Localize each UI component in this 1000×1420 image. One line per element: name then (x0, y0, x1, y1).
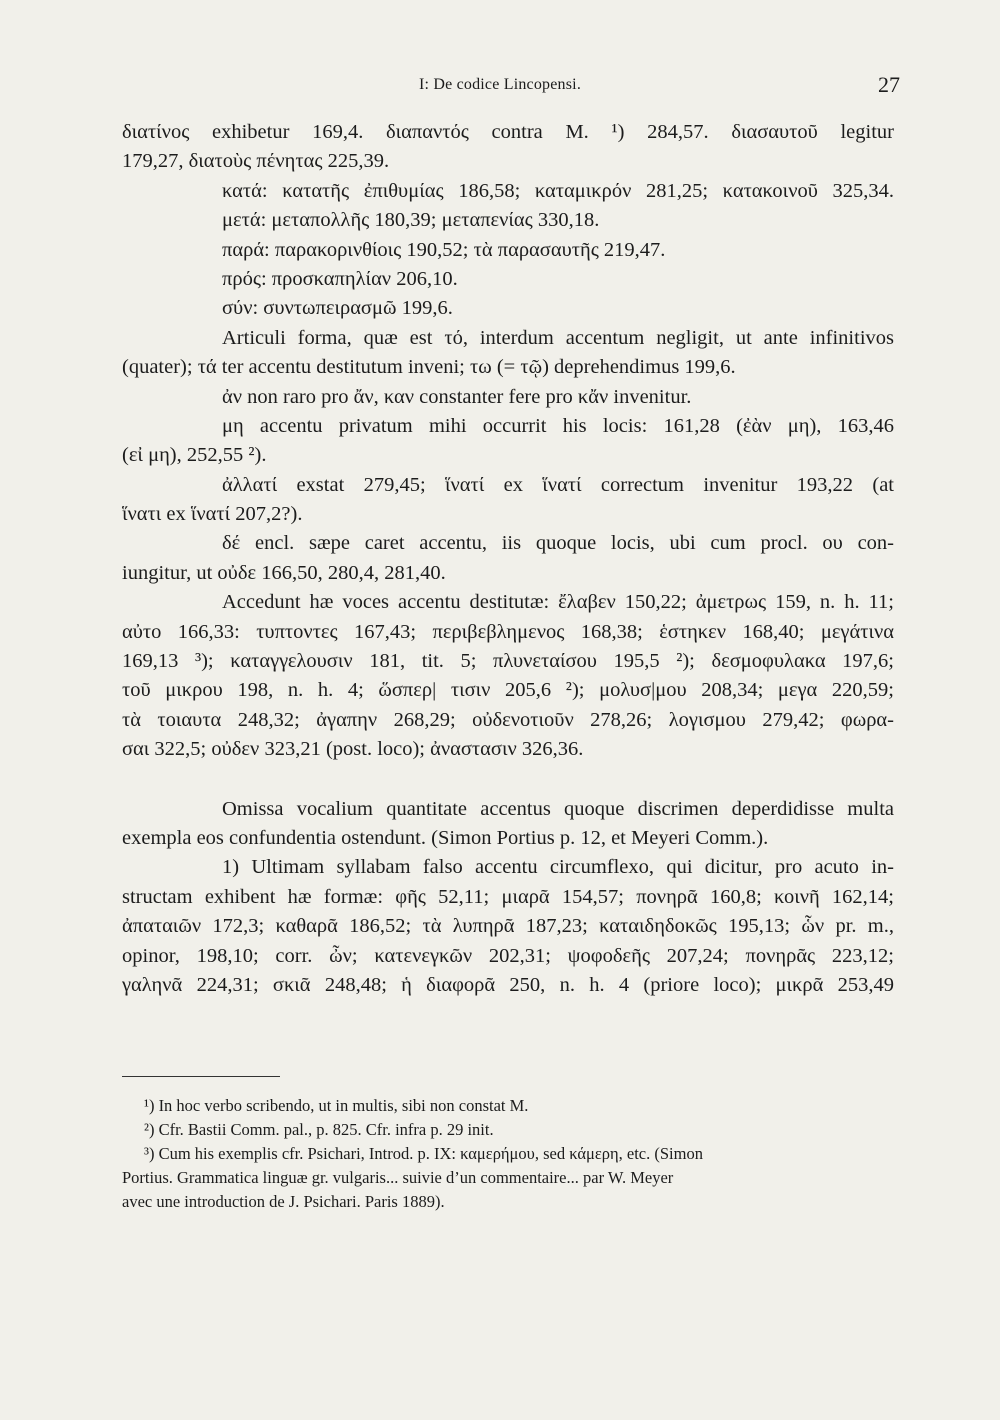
text-line: exempla eos confundentia ostendunt. (Simon Portius p. 12, et Meyeri Comm.). (122, 826, 769, 849)
text-line: ἀν non raro pro ἄν, καν constanter fere pro κἄν invenitur. (222, 385, 692, 408)
text-line: κατά: κατατῆς ἐπιθυμίας 186,58; καταμικρόν 281,25; κατακοινοῦ 325,34. (222, 179, 894, 202)
footnote-line: avec une introduction de J. Psichari. Paris 1889). (122, 1192, 445, 1211)
text-line: πρός: προσκαπηλίαν 206,10. (222, 267, 458, 290)
text-line: Accedunt hæ voces accentu destitutæ: ἔλαβεν 150,22; ἀμετρως 159, n. h. 11; (222, 591, 894, 614)
footnote-line: Portius. Grammatica linguæ gr. vulgaris... suivie d’un commentaire... par W. Meyer (122, 1168, 674, 1187)
text-line: γαληνᾶ 224,31; σκιᾶ 248,48; ἡ διαφορᾶ 250, n. h. 4 (priore loco); μικρᾶ 253,49 (122, 973, 894, 996)
running-header (0, 72, 1000, 102)
footnote-separator (122, 1076, 280, 1077)
text-line: τὰ τοιαυτα 248,32; ἀγαπην 268,29; οὐδενοτιοῦν 278,26; λογισμου 279,42; φωρα- (122, 708, 894, 731)
text-line: iungitur, ut οὐδε 166,50, 280,4, 281,40. (122, 561, 446, 584)
text-line: (quater); τά ter accentu destitutum inveni; τω (= τῷ) deprehendimus 199,6. (122, 356, 736, 379)
text-line: Omissa vocalium quantitate accentus quoque discrimen deperdidisse multa (222, 797, 894, 820)
text-line: διατίνος exhibetur 169,4. διαπαντός contra M. ¹) 284,57. διασαυτοῦ legitur (122, 121, 894, 143)
text-line: ἵνατι ex ἵνατί 207,2?). (122, 503, 303, 526)
text-line: Articuli forma, quæ est τό, interdum accentum negligit, ut ante infinitivos (222, 326, 894, 349)
text-line: παρά: παρακορινθίοις 190,52; τὰ παρασαυτῆς 219,47. (222, 238, 666, 261)
text-line: 179,27, διατοὺς πένητας 225,39. (122, 150, 390, 173)
text-line: ἀλλατί exstat 279,45; ἵνατί ex ἵνατί correctum invenitur 193,22 (at (222, 473, 894, 496)
text-line: αὐτο 166,33: τυπτοντες 167,43; περιβεβλημενος 168,38; ἑστηκεν 168,40; μεγάτινα (122, 620, 894, 643)
text-line: (εἰ μη), 252,55 ²). (122, 444, 267, 467)
text-line: structam exhibent hæ formæ: φῆς 52,11; μιαρᾶ 154,57; πονηρᾶ 160,8; κοινῆ 162,14; (122, 885, 894, 908)
footnote-line: ²) Cfr. Bastii Comm. pal., p. 825. Cfr. infra p. 29 init. (144, 1120, 494, 1139)
footnote-line: ¹) In hoc verbo scribendo, ut in multis, sibi non constat M. (144, 1096, 529, 1115)
footnotes (122, 1094, 894, 1214)
text-line: 1) Ultimam syllabam falso accentu circumflexo, qui dicitur, pro acuto in- (222, 856, 894, 879)
text-line: σύν: συντωπειρασμῶ 199,6. (222, 297, 453, 320)
text-line: σαι 322,5; οὐδεν 323,21 (post. loco); ἀναστασιν 326,36. (122, 738, 584, 761)
main-text (122, 118, 894, 1000)
text-line: δέ encl. sæpe caret accentu, iis quoque locis, ubi cum procl. ου con- (222, 532, 894, 555)
text-line: 169,13 ³); καταγγελουσιν 181, tit. 5; πλυνεταίσου 195,5 ²); δεσμοφυλακα 197,6; (122, 650, 894, 673)
paragraph-gap (122, 765, 894, 795)
page-number: 27 (878, 72, 900, 97)
text-line: μετά: μεταπολλῆς 180,39; μεταπενίας 330,18. (222, 209, 600, 232)
text-line: τοῦ μικρου 198, n. h. 4; ὥσπερ| τισιν 205,6 ²); μολυσ|μου 208,34; μεγα 220,59; (122, 679, 894, 702)
text-line: μη accentu privatum mihi occurrit his locis: 161,28 (ἐὰν μη), 163,46 (222, 414, 894, 437)
running-title: I: De codice Lincopensi. (418, 76, 582, 93)
text-line: ἀπαταιῶν 172,3; καθαρᾶ 186,52; τὰ λυπηρᾶ 187,23; καταιδηδοκῶς 195,13; ὧν pr. m., (122, 915, 894, 938)
text-line: opinor, 198,10; corr. ὦν; κατενεγκῶν 202,31; ψοφοδεῆς 207,24; πονηρᾶς 223,12; (122, 944, 894, 967)
footnote-line: ³) Cum his exemplis cfr. Psichari, Introd. p. IX: καμερήμου, sed κάμερη, etc. (Simon (144, 1144, 703, 1163)
